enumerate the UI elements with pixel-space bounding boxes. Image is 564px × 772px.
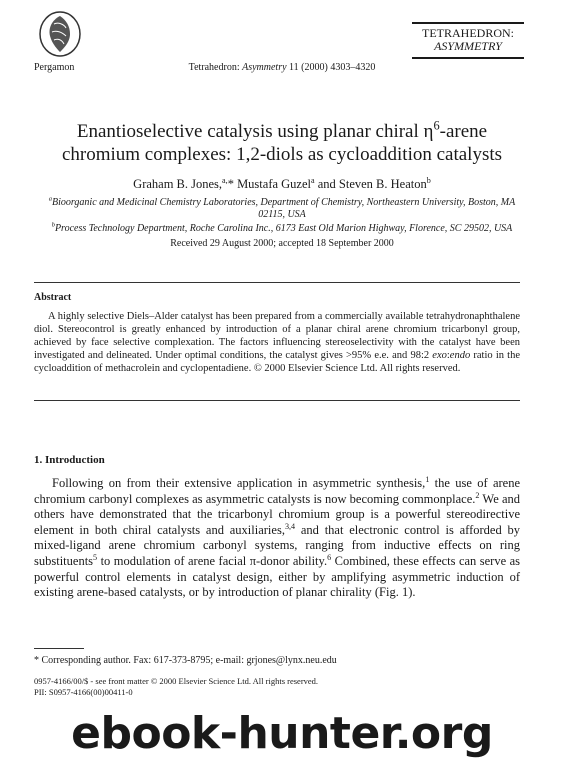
- divider-top: [34, 282, 520, 283]
- affiliation-a: $^a$Bioorganic and Medicinal Chemistry Laboratories, Department of Chemistry, Northeastern University, Boston, MA 02115, USA: [48, 195, 516, 220]
- article-title: [30, 120, 534, 166]
- journal-title-line2: ASYMMETRY: [434, 39, 502, 53]
- journal-title-box: [412, 22, 524, 59]
- front-matter-line1: 0957-4166/00/$ - see front matter © 2000 Elsevier Science Ltd. All rights reserved.: [34, 676, 319, 686]
- affiliations: [38, 197, 526, 235]
- journal-citation: Tetrahedron: Asymmetry 11 (2000) 4303–4320: [188, 62, 376, 73]
- author-list: Graham B. Jones,$^{a,}$* Mustafa Guzel$^a$ and Steven B. Heaton$^b$: [133, 175, 431, 191]
- title-line-2: chromium complexes: 1,2-diols as cycloaddition catalysts: [61, 144, 503, 165]
- publisher-logo-icon: [38, 10, 82, 58]
- divider-bottom: [34, 400, 520, 401]
- journal-title-line1: TETRAHEDRON:: [422, 26, 514, 40]
- affiliation-b: $^b$Process Technology Department, Roche Carolina Inc., 6173 East Old Marion Highway, Florence, SC 29502, USA: [51, 221, 513, 234]
- section-heading-introduction: 1. Introduction: [34, 454, 105, 466]
- watermark-text: ebook-hunter.org: [71, 708, 493, 759]
- corresponding-author-footnote: * Corresponding author. Fax: 617-373-8795; e-mail: grjones@lynx.neu.edu: [34, 655, 337, 666]
- pii-line: PII: S0957-4166(00)00411-0: [34, 687, 133, 697]
- publisher-name: Pergamon: [34, 62, 75, 73]
- abstract-body: A highly selective Diels–Alder catalyst has been prepared from a commercially available tetrahydronaphthalene diol. Stereocontrol is greatly enhanced by introduction of a planar chiral arene chromium tricarbonyl group, achieved by face selective complexation. The factors influencing stereoselectivity with the catalyst have been investigated and delineated. Under optimal conditions, the catalyst gives >95% e.e. and 98:2 exo:endo ratio in the cycloaddition of methacrolein and cyclopentadiene. © 2000 Elsevier Science Ltd. All rights reserved.: [34, 311, 520, 374]
- received-dates: Received 29 August 2000; accepted 18 September 2000: [170, 238, 394, 249]
- front-matter: [34, 676, 318, 698]
- footnote-divider: [34, 648, 84, 649]
- title-line-1: Enantioselective catalysis using planar chiral $\eta^6$-arene: [76, 118, 488, 142]
- abstract-heading: Abstract: [34, 292, 72, 303]
- introduction-body: Following on from their extensive application in asymmetric synthesis,$^1$ the use of arene chromium carbonyl complexes as asymmetric catalysts is now becoming commonplace.$^2$ We and others have demonstrated that the tricarbonyl chromium group is a powerful stereodirective element in both chiral catalysts and auxiliaries,$^{3,4}$ and that electronic control is afforded by mixed-ligand arene chromium carbonyl systems, ranging from inductive effects on ring substituents$^5$ to modulation of arene facial π-donor ability.$^6$ Combined, these effects can serve as powerful control elements in catalyst design, either by amplifying asymmetric induction of existing arene-based catalysts, or by introduction of planar chirality (Fig. 1).: [34, 474, 521, 600]
